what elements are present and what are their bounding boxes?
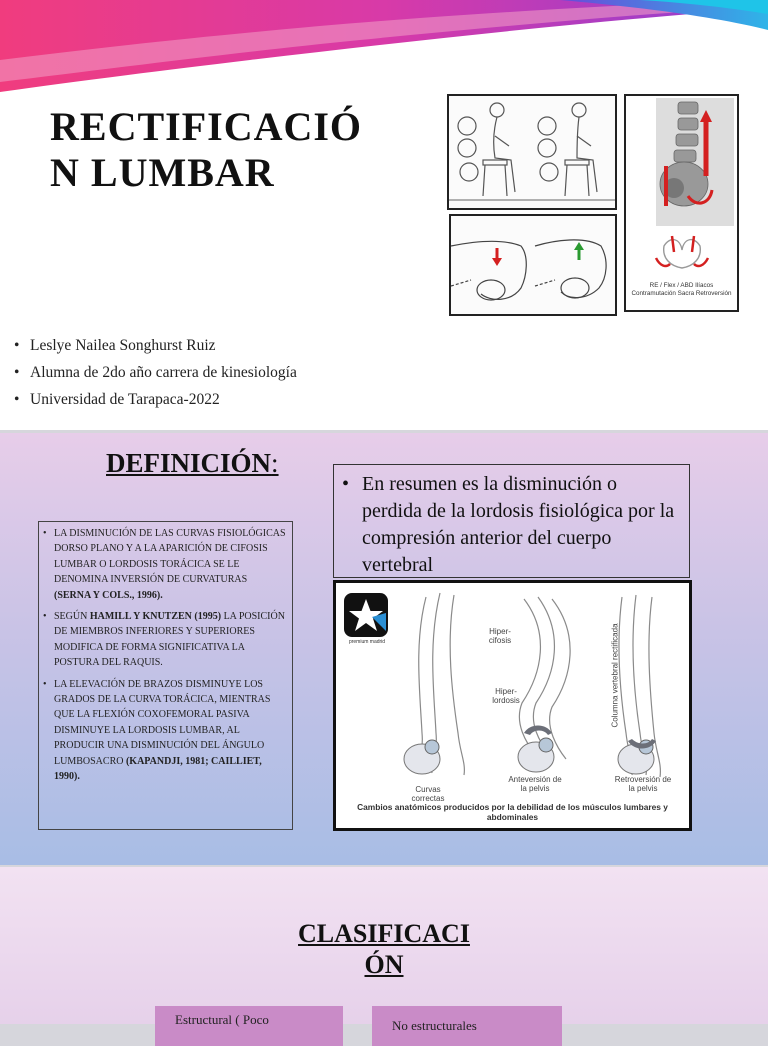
classification-slide [0,867,768,1033]
list-item: • Leslye Nailea Songhurst Ruiz [14,337,216,354]
classification-title: CLASIFICACI ÓN [298,919,470,979]
structural-box: Estructural ( Poco [155,1006,343,1046]
label-curvas-correctas: Curvas correctas [411,785,445,803]
summary-box: • En resumen es la disminución o perdida de la lordosis fisiológica por la compresión anterior del cuerpo vertebral [333,464,690,578]
definition-slide [0,433,768,865]
presentation-title: RECTIFICACIÓN LUMBAR [50,104,363,195]
label-hiper-cifosis: Hiper-cifosis [488,627,512,645]
definition-title: DEFINICIÓN: [106,448,279,478]
logo-text: premium madrid [348,639,386,645]
decorative-swoosh [0,0,768,95]
spine-curvature-figure [333,580,692,831]
pelvis-tilt-illustration [449,214,617,316]
diagram-caption: RE / Flex / ABD Ilíacos Contramutación Sacra Retroversión [631,282,732,297]
non-structural-box: No estructurales [372,1006,562,1046]
list-item: • SEGÚN HAMILL Y KNUTZEN (1995) LA POSICIÓN DE MIEMBROS INFERIORES Y SUPERIORES MODIFICA DE FORMA SIGNIFICATIVA LA POSTURA DEL RAQUIS. [43,611,285,669]
list-item: • LA ELEVACIÓN DE BRAZOS DISMINUYE LOS GRADOS DE LA CURVA TORÁCICA, MIENTRAS QUE LA FLEXIÓN COXOFEMORAL PASIVA DISMINUYE LA LORDOSIS LUMBAR, AL PRODUCIR UNA DISMINUCIÓN DEL ÁNGULO LUMBOSACRO (KAPANDJI, 1981; CAILLIET, 1990). [43,678,271,783]
list-item: • Universidad de Tarapaca-2022 [14,391,220,408]
list-item: • LA DISMINUCIÓN DE LAS CURVAS FISIOLÓGICAS DORSO PLANO Y A LA APARICIÓN DE CIFOSIS LUMBAR O LORDOSIS TORÁCICA SE LE DENOMINA INVERSIÓN DE CURVATURAS (SERNA Y COLS., 1996). [43,528,286,601]
title-slide [0,0,768,430]
label-anteversion: Anteversión de la pelvis [508,775,562,793]
author-info-list [14,332,297,413]
posture-illustration [447,94,617,210]
label-retroversion: Retroversión de la pelvis [614,775,672,793]
spine-pelvis-diagram [624,94,739,312]
figure-caption: Cambios anatómicos producidos por la debilidad de los músculos lumbares y abdominales [357,802,668,822]
definition-text-box [38,521,293,830]
label-columna-rectificada: Columna vertebral rectificada [610,623,620,728]
list-item: • Alumna de 2do año carrera de kinesiología [14,364,297,381]
label-hiper-lordosis: Hiper-lordosis [492,687,520,705]
